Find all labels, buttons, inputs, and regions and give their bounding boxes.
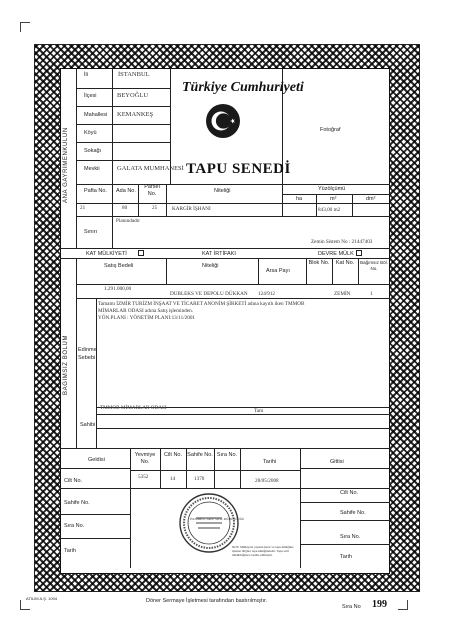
label-gittisi-sira: Sıra No. xyxy=(340,534,361,540)
label-sokak: Sokağı xyxy=(84,148,102,154)
checkbox-devre-mulk xyxy=(356,250,362,256)
label-geldisi-cilt: Cilt No. xyxy=(64,478,83,484)
document-title: Türkiye Cumhuriyeti xyxy=(182,80,304,95)
official-seal-stamp xyxy=(178,492,240,554)
value-mahalle: KEMANKEŞ xyxy=(117,111,154,118)
value-ilce: BEYOĞLU xyxy=(117,92,149,99)
value-il: İSTANBUL xyxy=(118,71,150,78)
value-arsa-payi: 124/912 xyxy=(258,291,276,297)
label-mevkii: Mevkii xyxy=(84,166,100,172)
value-m2: 843,00 m2 xyxy=(318,207,341,213)
value-sinir: Planındadır xyxy=(116,218,140,224)
label-dm2: dm² xyxy=(366,196,376,202)
value-satis-bedeli: 1.291.000,00 xyxy=(104,286,132,292)
corner-mark-bottom-right xyxy=(398,600,408,610)
label-mahalle: Mahallesi xyxy=(84,112,108,118)
label-niteligi: Niteliği xyxy=(214,188,231,194)
label-gittisi-sahife: Sahife No. xyxy=(340,510,366,516)
label-yevmiye: Yevmiye No. xyxy=(134,452,156,465)
footer-printer: ATILIM A.Ş. 1004 xyxy=(26,596,58,601)
label-sahibi: Sahibi xyxy=(80,422,96,428)
label-il: İli xyxy=(84,72,88,78)
label-pafta: Pafta No. xyxy=(84,188,107,194)
label-geldisi-sahife: Sahife No. xyxy=(64,500,90,506)
label-parsel: Parsel No. xyxy=(144,184,160,197)
value-sahibi-pay: Tam xyxy=(254,408,264,414)
checkbox-kat-mulkiyeti xyxy=(138,250,144,256)
footer-sira-label: Sıra No xyxy=(342,604,361,610)
value-tarih: 28/05/2008 xyxy=(255,478,279,484)
footer-sira-value: 199 xyxy=(372,599,387,610)
stamp-text: İSTANBUL TAPU SİCİL MÜDÜRLÜĞÜ xyxy=(190,517,245,521)
label-sahife: Sahife No. xyxy=(187,452,213,458)
bagimsiz-bolum-label: BAĞIMSIZ BÖLÜM xyxy=(63,334,69,396)
value-mevkii: GALATA MUMHANESİ xyxy=(117,165,184,172)
value-note: NOT: Mülkiyete yapılan karar ve tapu kütüğüne işlenen bilgiler tapu kütüğündedir. Tapu sicil müdürlüğünce tasdik edilmiştir. xyxy=(232,545,294,557)
label-blok: Blok No. xyxy=(308,260,330,266)
label-kat: Kat No. xyxy=(335,260,355,266)
value-pafta: 21 xyxy=(80,205,86,211)
label-gittisi-cilt: Cilt No. xyxy=(340,490,359,496)
footer-center-text: Döner Sermaye İşletmesi tarafından bastırılmıştır. xyxy=(146,598,268,604)
value-bagimsiz-no: 1 xyxy=(370,291,373,297)
label-geldisi-tarih: Tarih xyxy=(64,548,76,554)
value-cilt: 14 xyxy=(170,476,176,482)
value-nitelik: KARGİR İŞHANI xyxy=(172,206,211,212)
label-tarihi: Tarihi xyxy=(263,459,277,465)
label-bb-niteligi: Niteliği xyxy=(202,263,219,269)
label-cilt: Cilt No. xyxy=(163,452,183,458)
label-satis-bedeli: Satış Bedeli xyxy=(104,263,134,269)
label-kat-irtifaki: KAT İRTİFAKI xyxy=(202,251,236,257)
label-geldisi-sira: Sıra No. xyxy=(64,523,85,529)
value-kat: ZEMİN xyxy=(334,291,351,297)
label-ilce: İlçesi xyxy=(84,93,97,99)
value-yevmiye: 5352 xyxy=(138,474,149,480)
label-geldisi: Geldisi xyxy=(88,457,105,463)
label-m2: m² xyxy=(330,196,337,202)
label-yuzolcumu: Yüzölçümü xyxy=(318,186,346,192)
label-koy: Köyü xyxy=(84,130,97,136)
value-edinme-line3: YÖN.PLANI : YÖNETİM PLANI:13/11/2001 xyxy=(98,315,196,321)
label-kat-mulkiyeti: KAT MÜLKİYETİ xyxy=(86,251,127,257)
crescent-star-emblem xyxy=(205,103,241,139)
label-ha: ha xyxy=(296,196,303,202)
value-edinme-line2: MİMARLAR ODASI adına Satış işleminden. xyxy=(98,308,193,314)
photo-label: Fotoğraf xyxy=(320,127,341,133)
label-devre-mulk: DEVRE MÜLK xyxy=(318,251,354,257)
label-sinir: Sınırı xyxy=(84,229,98,235)
label-arsa-payi: Arsa Payı xyxy=(266,268,290,274)
value-bb-nitelik: DUBLEKS VE DEPOLU DÜKKAN xyxy=(170,291,248,297)
corner-mark-top-left xyxy=(20,22,30,32)
zemin-sistem-no: Zemin Sistem No : 21447403 xyxy=(311,239,373,245)
label-gittisi: Gittisi xyxy=(330,459,344,465)
value-edinme-line1: Tamamı İZMİR TURİZM İNŞAAT VE TİCARET ANONİM ŞİRKETİ adına kayıtlı iken TMMOB xyxy=(98,301,305,307)
label-gittisi-tarih: Tarih xyxy=(340,554,352,560)
document-subtitle: TAPU SENEDİ xyxy=(186,161,291,177)
corner-mark-bottom-left xyxy=(20,600,30,610)
label-sira: Sıra No. xyxy=(216,452,238,458)
value-ada: 80 xyxy=(122,205,128,211)
value-sahibi: TMMOB MİMARLAR ODASI xyxy=(100,405,167,411)
value-parsel: 25 xyxy=(152,205,158,211)
ana-gayrimenkul-label: ANA GAYRİMENKULÜN xyxy=(63,127,69,203)
value-sahife: 1370 xyxy=(194,476,205,482)
label-ada: Ada No. xyxy=(116,188,136,194)
label-edinme-sebebi: Edinme Sebebi xyxy=(78,347,97,361)
label-bagimsiz-no: Bağımsız Böl. No. xyxy=(360,260,388,271)
